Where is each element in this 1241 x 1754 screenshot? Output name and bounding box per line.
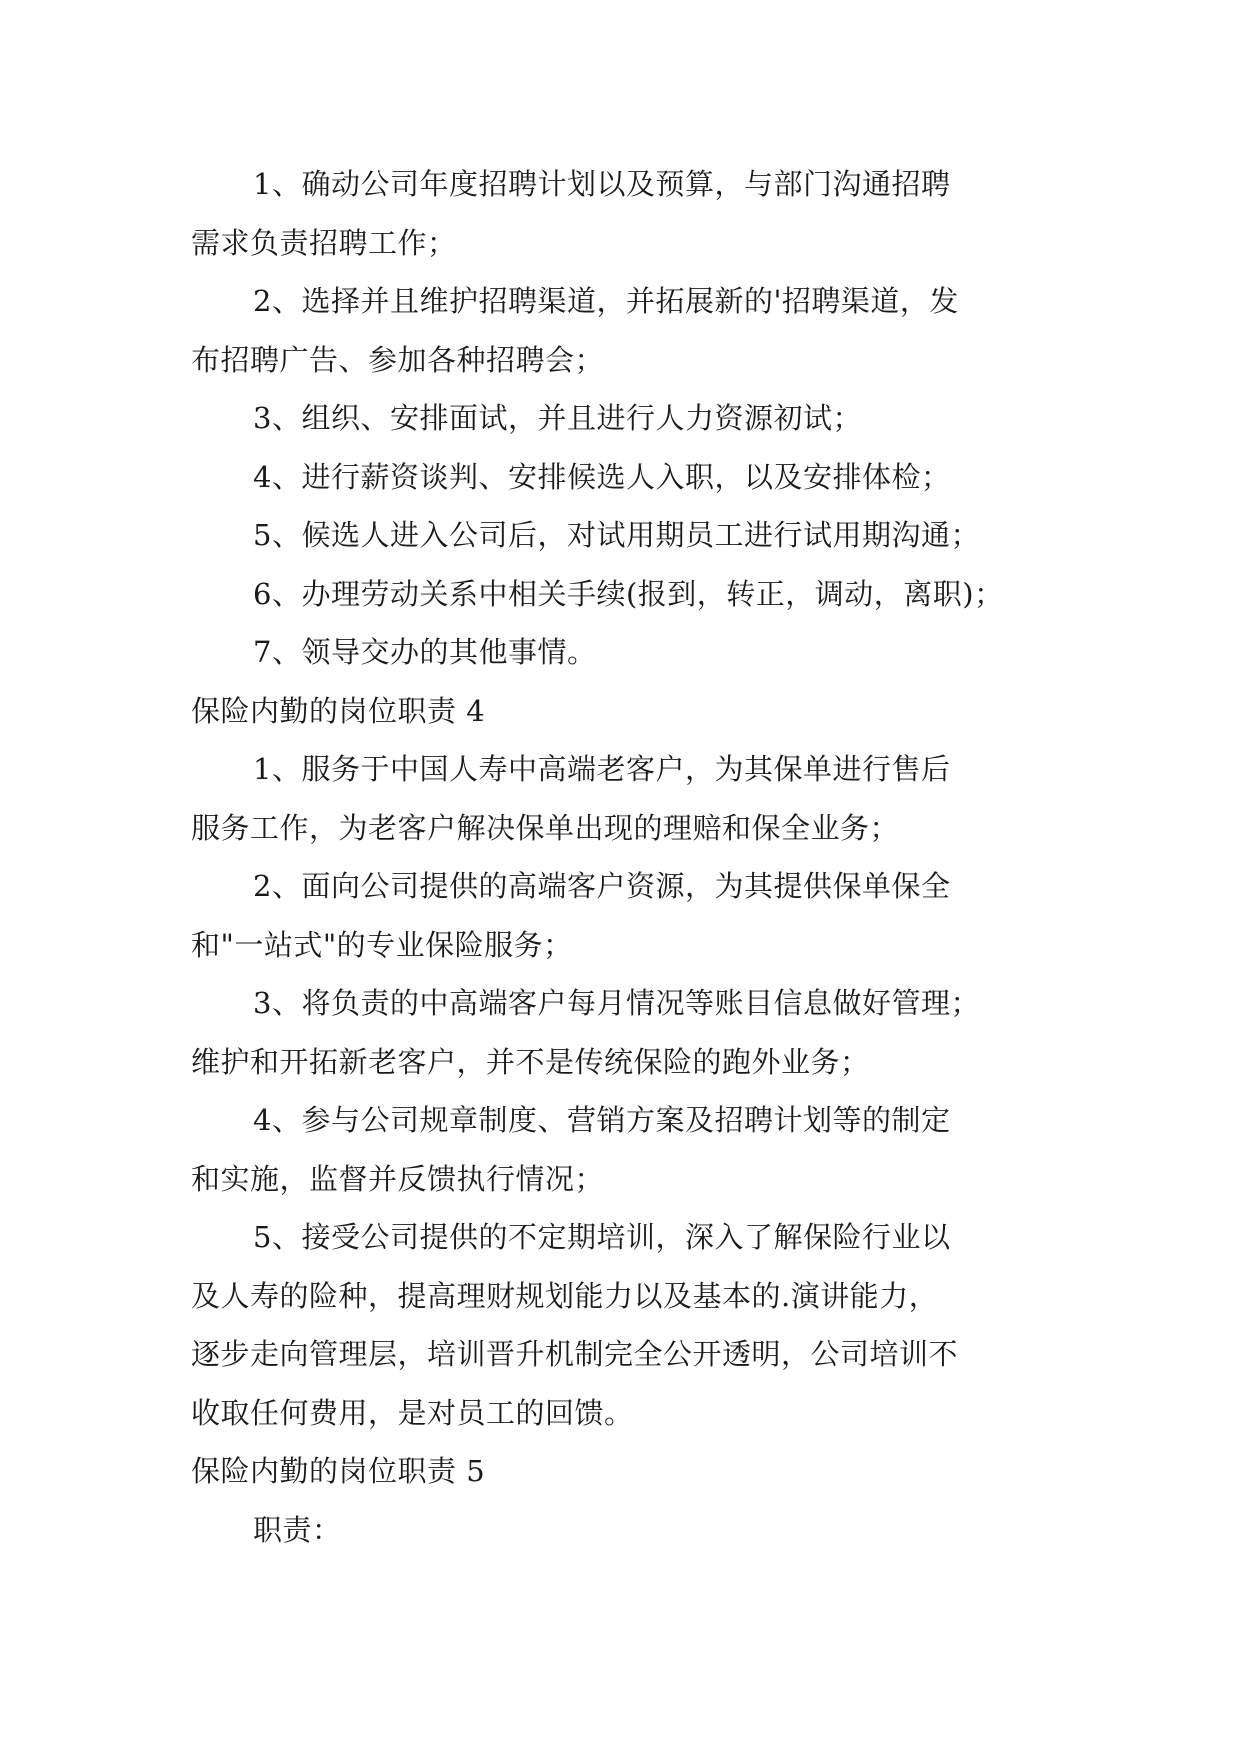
paragraph-line: 3、将负责的中高端客户每月情况等账目信息做好管理； xyxy=(253,986,980,1020)
section-heading: 保险内勤的岗位职责 4 xyxy=(191,693,486,728)
document-body xyxy=(191,155,1051,1559)
paragraph-line: 需求负责招聘工作； xyxy=(191,225,457,260)
paragraph-line: 服务工作，为老客户解决保单出现的理赔和保全业务； xyxy=(191,810,900,845)
paragraph-line: 逐步走向管理层，培训晋升机制完全公开透明，公司培训不 xyxy=(191,1337,959,1371)
section-heading: 保险内勤的岗位职责 5 xyxy=(191,1454,486,1488)
paragraph-line: 2、选择并且维护招聘渠道，并拓展新的'招聘渠道，发 xyxy=(253,284,959,318)
paragraph-line: 3、组织、安排面试，并且进行人力资源初试； xyxy=(253,401,862,435)
paragraph-line: 布招聘广告、参加各种招聘会； xyxy=(191,342,605,377)
paragraph-line: 5、候选人进入公司后，对试用期员工进行试用期沟通； xyxy=(253,518,980,552)
paragraph-line: 6、办理劳动关系中相关手续(报到，转正，调动，离职)； xyxy=(253,576,1004,611)
paragraph-line: 1、服务于中国人寿中高端老客户，为其保单进行售后 xyxy=(253,752,951,786)
paragraph-line: 7、领导交办的其他事情。 xyxy=(253,635,597,669)
paragraph-line: 2、面向公司提供的高端客户资源，为其提供保单保全 xyxy=(253,869,951,903)
paragraph-line: 和"一站式"的专业保险服务； xyxy=(191,927,573,962)
paragraph-line: 维护和开拓新老客户，并不是传统保险的跑外业务； xyxy=(191,1044,870,1079)
paragraph-line: 5、接受公司提供的不定期培训，深入了解保险行业以 xyxy=(253,1220,951,1254)
paragraph-line: 4、进行薪资谈判、安排候选人入职，以及安排体检； xyxy=(253,459,951,494)
paragraph-line: 和实施，监督并反馈执行情况； xyxy=(191,1161,605,1196)
paragraph-line: 及人寿的险种，提高理财规划能力以及基本的.演讲能力， xyxy=(191,1278,939,1313)
paragraph-line: 4、参与公司规章制度、营销方案及招聘计划等的制定 xyxy=(253,1103,951,1137)
paragraph-line: 职责： xyxy=(253,1512,342,1547)
paragraph-line: 1、确动公司年度招聘计划以及预算，与部门沟通招聘 xyxy=(253,167,951,201)
paragraph-line: 收取任何费用，是对员工的回馈。 xyxy=(191,1395,634,1430)
